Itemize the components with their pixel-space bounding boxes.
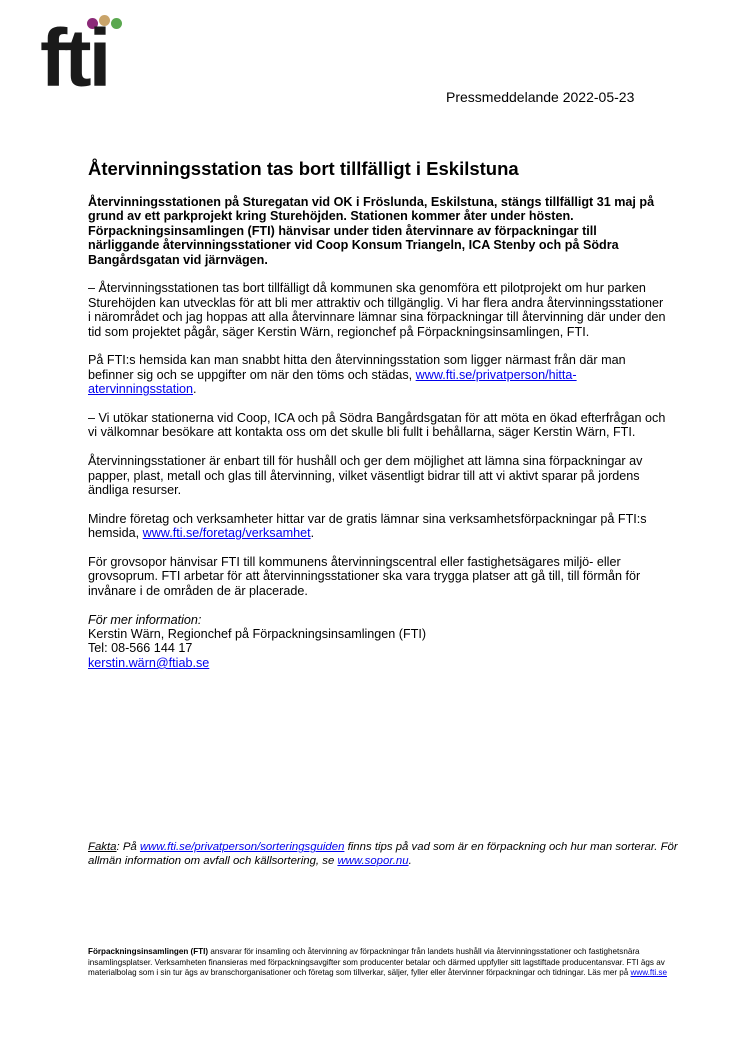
- hitta-atervinningsstation-link[interactable]: www.fti.se/privatperson/hitta-atervinningsstation: [88, 367, 577, 397]
- paragraph-2: [88, 353, 668, 396]
- facts-colon: :: [116, 841, 120, 853]
- paragraph-3: – Vi utökar stationerna vid Coop, ICA och på Södra Bangårdsgatan för att möta en ökad efterfrågan och vi välkomnar besökare att kontakta oss om det skulle bli fullt i behållarna, säger Kerstin Wärn, FTI.: [88, 411, 666, 440]
- paragraph-5-text: Mindre företag och verksamheter hittar var de gratis lämnar sina verksamhetsförpackningar på FTI:s hemsida,: [88, 511, 647, 541]
- paragraph-2-end: .: [193, 382, 197, 397]
- foretag-verksamhet-link[interactable]: www.fti.se/foretag/verksamhet: [142, 526, 311, 541]
- footer-text: ansvarar för insamling och återvinning av förpackningar från landets hushåll via återvinningsstationer och fastighetsnära insamlingsplatser. Verksamheten finansieras med förpackningsavgifter som producenter betalar och därmed uppfyller sitt lagstiftade producentansvar. FTI ägs av materialbolag som i sin tur ägs av branschorganisationer och företag som tillverkar, säljer, fyller eller återvinner förpackningar och tidningar. Läs mer på: [88, 947, 665, 977]
- article-body: [88, 195, 668, 670]
- paragraph-6: För grovsopor hänvisar FTI till kommunens återvinningscentral eller fastighetsägares miljö- eller grovsoprum. FTI arbetar för att återvinningsstationer ska vara trygga platser att gå till, till förmån för invånare i de områden de är placerade.: [88, 555, 641, 598]
- fti-website-link[interactable]: www.fti.se: [630, 968, 667, 977]
- facts-label: Fakta: [88, 841, 117, 853]
- page-title: Återvinningsstation tas bort tillfälligt i Eskilstuna: [88, 158, 519, 179]
- paragraph-4: Återvinningsstationer är enbart till för hushåll och ger dem möjlighet att lämna sina förpackningar av papper, plast, metall och glas till återvinning, vilket väsentligt bidrar till att vi aktivt sparar på jordens ändliga resurser.: [88, 454, 643, 498]
- contact-block: [88, 613, 668, 671]
- facts-note: [88, 840, 678, 868]
- paragraph-5: [88, 512, 668, 541]
- footer-company-name: Förpackningsinsamlingen (FTI): [88, 947, 209, 956]
- facts-text-1: På: [119, 841, 140, 853]
- sorteringsguiden-link[interactable]: www.fti.se/privatperson/sorteringsguiden: [139, 841, 345, 853]
- paragraph-2-text: På FTI:s hemsida kan man snabbt hitta den återvinningsstation som ligger närmast från där man befinner sig och se uppgifter om när den töms och städas,: [88, 353, 626, 382]
- logo-dot-green: [111, 18, 122, 29]
- lead-paragraph: Återvinningsstationen på Sturegatan vid OK i Fröslunda, Eskilstuna, stängs tillfälligt 31 maj på grund av ett parkprojekt kring Sturehöjden. Stationen kommer åter under hösten. Förpackningsinsamlingen (FTI) hänvisar under tiden återvinnare av förpackningar till närliggande återvinningsstationer vid Coop Konsum Triangeln, ICA Stenby och på Södra Bangårdsgatan vid järnvägen.: [88, 195, 655, 267]
- contact-heading: För mer information:: [88, 612, 202, 627]
- paragraph-5-end: .: [310, 526, 315, 541]
- contact-phone: Tel: 08-566 144 17: [88, 641, 193, 656]
- press-release-date: Pressmeddelande 2022-05-23: [446, 89, 635, 105]
- fti-logo: [40, 12, 130, 104]
- facts-text-2: finns tips på vad som är en förpackning och hur man sorterar. För allmän information om avfall och källsortering, se: [88, 841, 678, 867]
- paragraph-1: – Återvinningsstationen tas bort tillfälligt då kommunen ska genomföra ett pilotprojekt om hur parken Sturehöjden kan utvecklas för att bli mer attraktiv och tillgänglig. Vi har flera andra återvinningsstationer i närområdet och jag hoppas att alla återvinnare lämnar sina förpackningar till återvinning där under den tid som projektet pågår, säger Kerstin Wärn, regionchef på Förpackningsinsamlingen, FTI.: [88, 281, 666, 339]
- contact-email-link[interactable]: kerstin.wärn@ftiab.se: [88, 655, 210, 670]
- footer-about: [88, 947, 688, 979]
- contact-name: Kerstin Wärn, Regionchef på Förpackningsinsamlingen (FTI): [88, 627, 427, 642]
- sopor-link[interactable]: www.sopor.nu: [337, 855, 409, 867]
- logo-wordmark: fti: [40, 13, 109, 104]
- facts-text-3: .: [408, 855, 412, 867]
